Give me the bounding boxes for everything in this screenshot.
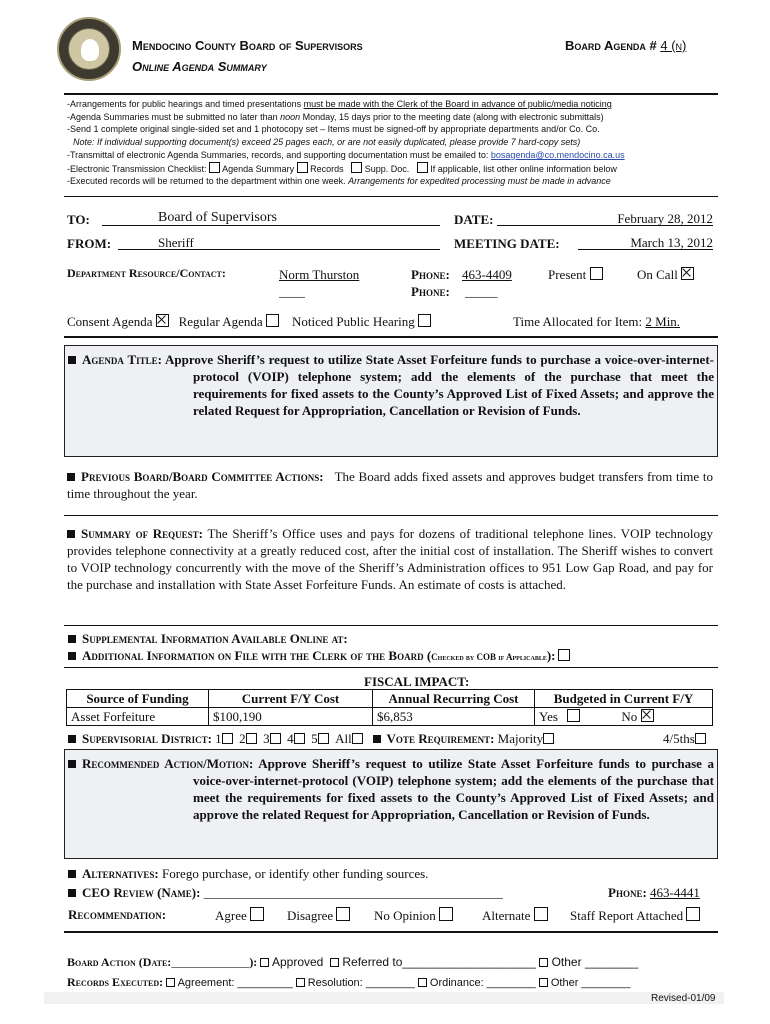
staff-report-checkbox[interactable] (686, 907, 700, 921)
disagree-checkbox[interactable] (336, 907, 350, 921)
previous-actions: Previous Board/Board Committee Actions: The Board adds fixed assets and approves budget transfers from time to time throughout the year. (67, 469, 713, 501)
recommendation-row: Recommendation: Agree Disagree No Opinion Alternate Staff Report Attached (68, 907, 718, 923)
instructions: -Arrangements for public hearings and timed presentations must be made with the Clerk of the Board in advance of public/media noticing -Agenda Summaries must be submitted no later than noon Monday, 15 days prior to the meeting date (along with electronic submittals) -Send 1 complete original single-sided set and 1 photocopy set – Items must be signed-off by appropriate departments and/or Co. Co. Note: If individual supporting document(s) exceed 25 pages each, or are not easily duplicated, please provide 7 hard-copy sets) -Transmittal of electronic Agenda Summaries, records, and supporting documentation must be emailed to: bosagenda@co.mendocino.ca.us -Electronic Transmission Checklist: Agenda Summary Records Supp. Doc. If applicable, list other online information below -Executed records will be returned to the department within one week. Arrangements for expedited processing must be made in advance (67, 99, 625, 187)
phone-label: Phone: (411, 267, 450, 282)
ceo-review: CEO Review (Name): ______________________________________________ (68, 885, 503, 901)
agenda-type-row: Consent Agenda Regular Agenda Noticed Public Hearing (67, 314, 431, 330)
records-executed-row: Records Executed: Agreement: _________ Resolution: ________ Ordinance: ________ Other ________ (67, 975, 631, 989)
district-4-checkbox[interactable] (294, 733, 305, 744)
contact-blank: ____ (279, 284, 305, 299)
contact-label: Department Resource/Contact: (67, 266, 226, 280)
agree-checkbox[interactable] (250, 907, 264, 921)
phone2-label: Phone: (411, 284, 450, 299)
consent-checkbox[interactable] (156, 314, 169, 327)
district-1-checkbox[interactable] (222, 733, 233, 744)
recommended-action: Recommended Action/Motion: Approve Sheriff’s request to utilize State Asset Forfeiture funds to purchase a voice-over-internet-protocol (VOIP) telephone system; add the elements of the purchase that meet the requirements for fixed assets to the County’s Approved List of Fixed Assets; and approve the related Request for Appropriation, Cancellation or Revision of Funds. (68, 755, 714, 823)
agenda-number-label: Board Agenda # 4 (n) (565, 38, 687, 53)
to-field[interactable]: Board of Supervisors (102, 212, 440, 226)
fiscal-recurring-cost: $6,853 (373, 708, 535, 726)
district-5-checkbox[interactable] (318, 733, 329, 744)
referred-checkbox[interactable] (330, 958, 339, 967)
header-rule (64, 93, 718, 95)
phone2-blank: _____ (465, 284, 498, 299)
agenda-title: Agenda Title: Approve Sheriff’s request to utilize State Asset Forfeiture funds to purchase a voice-over-internet-protocol (VOIP) telephone system; add the elements of the purchase that meet the requirements for fixed assets to the County’s Approved List of Fixed Assets; and approve the related Request for Appropriation, Cancellation or Revision of Funds. (68, 351, 714, 419)
revised-label: Revised-01/09 (651, 993, 716, 1004)
fiscal-header: Current F/Y Cost (209, 690, 373, 708)
fiscal-budgeted: Yes No (535, 708, 713, 726)
footer-bar (44, 992, 724, 1004)
ceo-phone: Phone: 463-4441 (608, 885, 700, 900)
fiscal-current-cost: $100,190 (209, 708, 373, 726)
ordinance-checkbox[interactable] (418, 978, 427, 987)
phone-value: 463-4409 (462, 267, 512, 282)
fiscal-header: Budgeted in Current F/Y (535, 690, 713, 708)
district-3-checkbox[interactable] (270, 733, 281, 744)
checklist-other[interactable] (417, 162, 428, 173)
contact-value: Norm Thurston (279, 267, 360, 282)
present-option: Present (548, 267, 603, 283)
resolution-checkbox[interactable] (296, 978, 305, 987)
additional-checkbox[interactable] (558, 649, 570, 661)
supplemental-label: Supplemental Information Available Online at: (68, 631, 348, 647)
alternatives: Alternatives: Forego purchase, or identify other funding sources. (68, 866, 428, 882)
from-label: FROM: (67, 236, 112, 251)
checklist-records[interactable] (297, 162, 308, 173)
budgeted-no-checkbox[interactable] (641, 709, 654, 722)
from-field[interactable]: Sheriff (118, 236, 440, 250)
meeting-date-label: MEETING DATE: (454, 236, 560, 251)
county-seal (57, 17, 121, 81)
no-opinion-checkbox[interactable] (439, 907, 453, 921)
date-field[interactable]: February 28, 2012 (497, 212, 713, 226)
oncall-checkbox[interactable] (681, 267, 694, 280)
doc-subtitle: Online Agenda Summary (132, 59, 267, 74)
fiscal-title: FISCAL IMPACT: (364, 674, 470, 689)
checklist-supp-doc[interactable] (351, 162, 362, 173)
agreement-checkbox[interactable] (166, 978, 175, 987)
noticed-checkbox[interactable] (418, 314, 431, 327)
district-all-checkbox[interactable] (352, 733, 363, 744)
vote-45: 4/5ths (663, 731, 706, 747)
fiscal-header: Annual Recurring Cost (373, 690, 535, 708)
present-checkbox[interactable] (590, 267, 603, 280)
budgeted-yes-checkbox[interactable] (567, 709, 580, 722)
additional-label: Additional Information on File with the Clerk of the Board (Checked by COB if Applicable): (68, 648, 570, 664)
district-row: Supervisorial District: 1 2 3 4 5 All Vote Requirement: Majority (68, 731, 554, 747)
checklist-agenda-summary[interactable] (209, 162, 220, 173)
meeting-date-field[interactable]: March 13, 2012 (578, 236, 713, 250)
majority-checkbox[interactable] (543, 733, 554, 744)
records-other-checkbox[interactable] (539, 978, 548, 987)
approved-checkbox[interactable] (260, 958, 269, 967)
alternate-checkbox[interactable] (534, 907, 548, 921)
fiscal-header: Source of Funding (67, 690, 209, 708)
time-allocated: Time Allocated for Item: 2 Min. (513, 314, 681, 329)
regular-checkbox[interactable] (266, 314, 279, 327)
vote-45-checkbox[interactable] (695, 733, 706, 744)
district-2-checkbox[interactable] (246, 733, 257, 744)
other-checkbox[interactable] (539, 958, 548, 967)
oncall-option: On Call (637, 267, 694, 283)
org-title: Mendocino County Board of Supervisors (132, 38, 363, 53)
to-label: TO: (67, 212, 90, 227)
board-action-row: Board Action (Date:_____________): Approved Referred to____________________ Other ________ (67, 955, 639, 969)
fiscal-table (66, 689, 713, 726)
date-label: DATE: (454, 212, 494, 227)
fiscal-source: Asset Forfeiture (67, 708, 209, 726)
summary-of-request: Summary of Request: The Sheriff’s Office uses and pays for dozens of traditional telephone lines. VOIP technology provides telephone connectivity at a greatly reduced cost, after the initial cost of installation. The Sheriff wishes to convert to VOIP technology concurrently with the move of the Sheriff’s Administration offices to 951 Low Gap Road, and pay for the purchase and installation with State Asset Forfeiture Funds. An estimate of costs is attached. (67, 526, 713, 592)
